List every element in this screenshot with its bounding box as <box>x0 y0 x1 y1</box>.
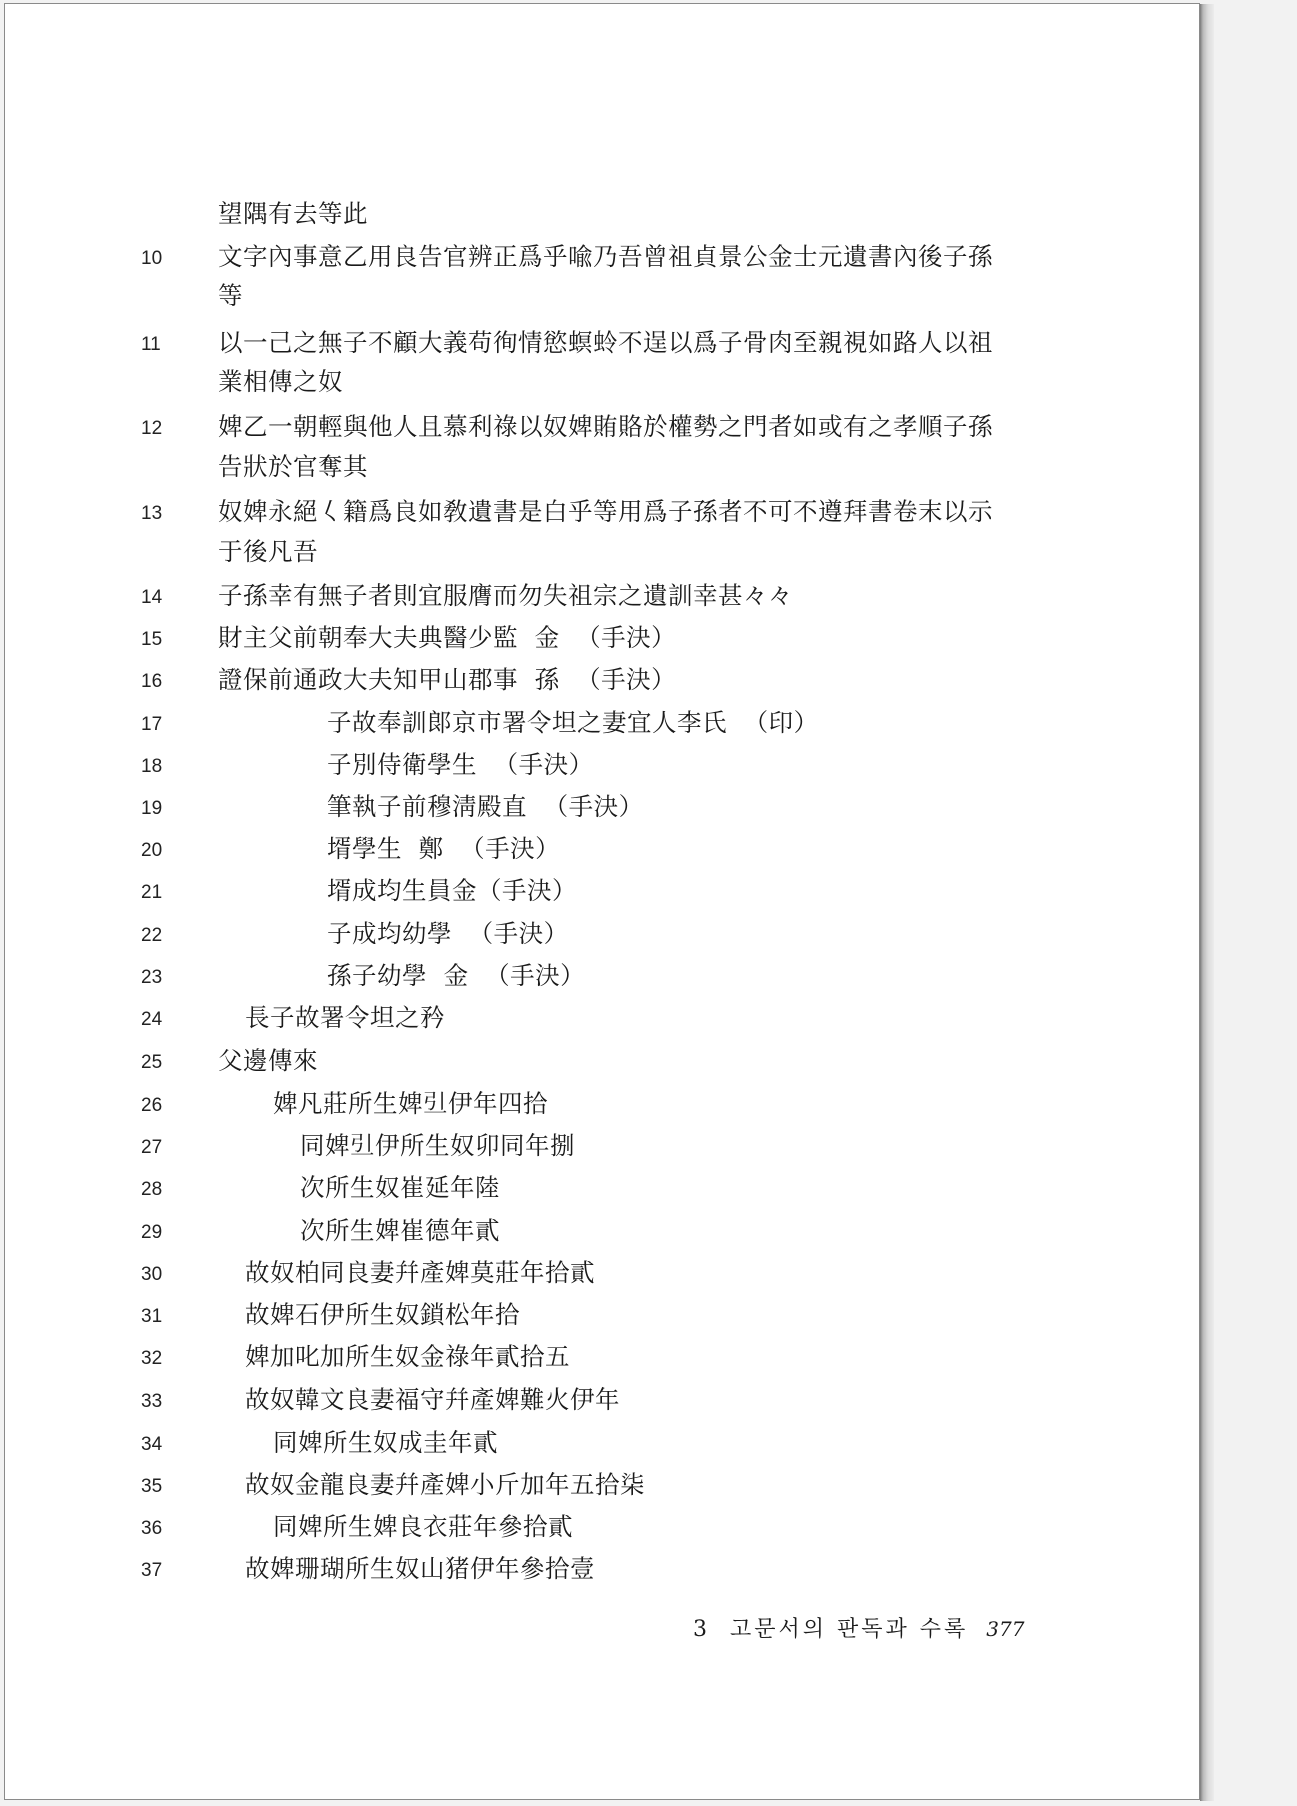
line-number: 15 <box>141 629 163 650</box>
page-edge-shadow <box>1200 4 1214 1801</box>
transcription-lines <box>5 4 1199 1799</box>
line-number: 16 <box>141 671 163 692</box>
line-text: 望隅有去等此 <box>218 199 368 228</box>
line-text: 證保前通政大夫知甲山郡事 孫 （手決） <box>218 665 677 694</box>
line-number: 22 <box>141 925 163 946</box>
line-text: 婢乙一朝輕與他人且慕利祿以奴婢賄賂於權勢之門者如或有之孝順子孫 <box>218 412 993 441</box>
line-number: 27 <box>141 1137 163 1158</box>
line-text: 壻成均生員金（手決） <box>327 876 577 905</box>
line-text: 次所生奴崔延年陸 <box>300 1173 500 1202</box>
line-number: 36 <box>141 1518 163 1539</box>
line-number: 26 <box>141 1095 163 1116</box>
line-text: 子故奉訓郞京市署令坦之妻宜人李氏 （印） <box>327 708 819 737</box>
line-text: 奴婢永絕𡿨籍爲良如敎遺書是白乎等用爲子孫者不可不遵拜書卷末以示 <box>218 497 993 526</box>
line-text: 壻學生 鄭 （手決） <box>327 834 561 863</box>
line-text: 子別侍衛學生 （手決） <box>327 750 594 779</box>
line-text: 故奴柏同良妻幷產婢莫莊年拾貳 <box>245 1258 595 1287</box>
line-number: 17 <box>141 714 163 735</box>
line-number: 37 <box>141 1560 163 1581</box>
line-text: 孫子幼學 金 （手決） <box>327 961 586 990</box>
line-number: 13 <box>141 503 163 524</box>
line-text: 以一己之無子不顧大義苟徇情慾螟蛉不逞以爲子骨肉至親視如路人以祖 <box>218 328 993 357</box>
line-text: 同婢𠀓伊所生奴卯同年捌 <box>300 1131 575 1160</box>
line-number: 21 <box>141 882 163 903</box>
line-number: 32 <box>141 1348 163 1369</box>
line-text: 子成均幼學 （手決） <box>327 919 569 948</box>
line-text: 長子故署令坦之矜 <box>245 1003 445 1032</box>
line-number: 20 <box>141 840 163 861</box>
line-number: 34 <box>141 1434 163 1455</box>
line-text: 同婢所生婢良衣莊年參拾貳 <box>273 1512 573 1541</box>
line-number: 12 <box>141 418 163 439</box>
line-text-wrap: 告狀於官奪其 <box>218 452 368 481</box>
line-number: 30 <box>141 1264 163 1285</box>
chapter-title: 3 고문서의 판독과 수록 <box>693 1617 969 1642</box>
line-number: 35 <box>141 1476 163 1497</box>
line-text: 故奴金龍良妻幷產婢小斤加年五拾柒 <box>245 1470 645 1499</box>
line-text: 父邊傳來 <box>218 1046 318 1075</box>
line-number: 29 <box>141 1222 163 1243</box>
line-number: 28 <box>141 1179 163 1200</box>
line-text: 文字內事意乙用良告官辨正爲乎喩乃吾曾祖貞景公金士元遺書內後子孫 <box>218 242 993 271</box>
line-number: 18 <box>141 756 163 777</box>
line-text-wrap: 于後凡吾 <box>218 537 318 566</box>
line-text: 婢凡莊所生婢𠀓伊年四拾 <box>273 1089 548 1118</box>
line-text: 子孫幸有無子者則宜服膺而勿失祖宗之遺訓幸甚々々 <box>218 581 793 610</box>
line-text: 故婢珊瑚所生奴山猪伊年參拾壹 <box>245 1554 595 1583</box>
line-text: 同婢所生奴成圭年貳 <box>273 1428 498 1457</box>
line-text: 財主父前朝奉大夫典醫少監 金 （手決） <box>218 623 677 652</box>
page-number: 377 <box>986 1617 1025 1641</box>
line-text-wrap: 等 <box>218 281 243 310</box>
line-number: 25 <box>141 1052 163 1073</box>
line-number: 33 <box>141 1391 163 1412</box>
line-number: 19 <box>141 798 163 819</box>
line-number: 23 <box>141 967 163 988</box>
line-number: 14 <box>141 587 163 608</box>
line-number: 10 <box>141 248 163 269</box>
line-text: 婢加叱加所生奴金祿年貳拾五 <box>245 1342 570 1371</box>
document-page <box>4 3 1200 1800</box>
line-text: 故奴韓文良妻福守幷產婢難火伊年 <box>245 1385 620 1414</box>
line-text: 筆執子前穆淸殿直 （手決） <box>327 792 644 821</box>
page-footer <box>693 1612 1024 1643</box>
line-text: 次所生婢崔德年貳 <box>300 1216 500 1245</box>
line-number: 24 <box>141 1009 163 1030</box>
line-number: 11 <box>141 334 161 355</box>
line-text: 故婢石伊所生奴鎖松年拾 <box>245 1300 520 1329</box>
line-number: 31 <box>141 1306 163 1327</box>
line-text-wrap: 業相傳之奴 <box>218 367 343 396</box>
